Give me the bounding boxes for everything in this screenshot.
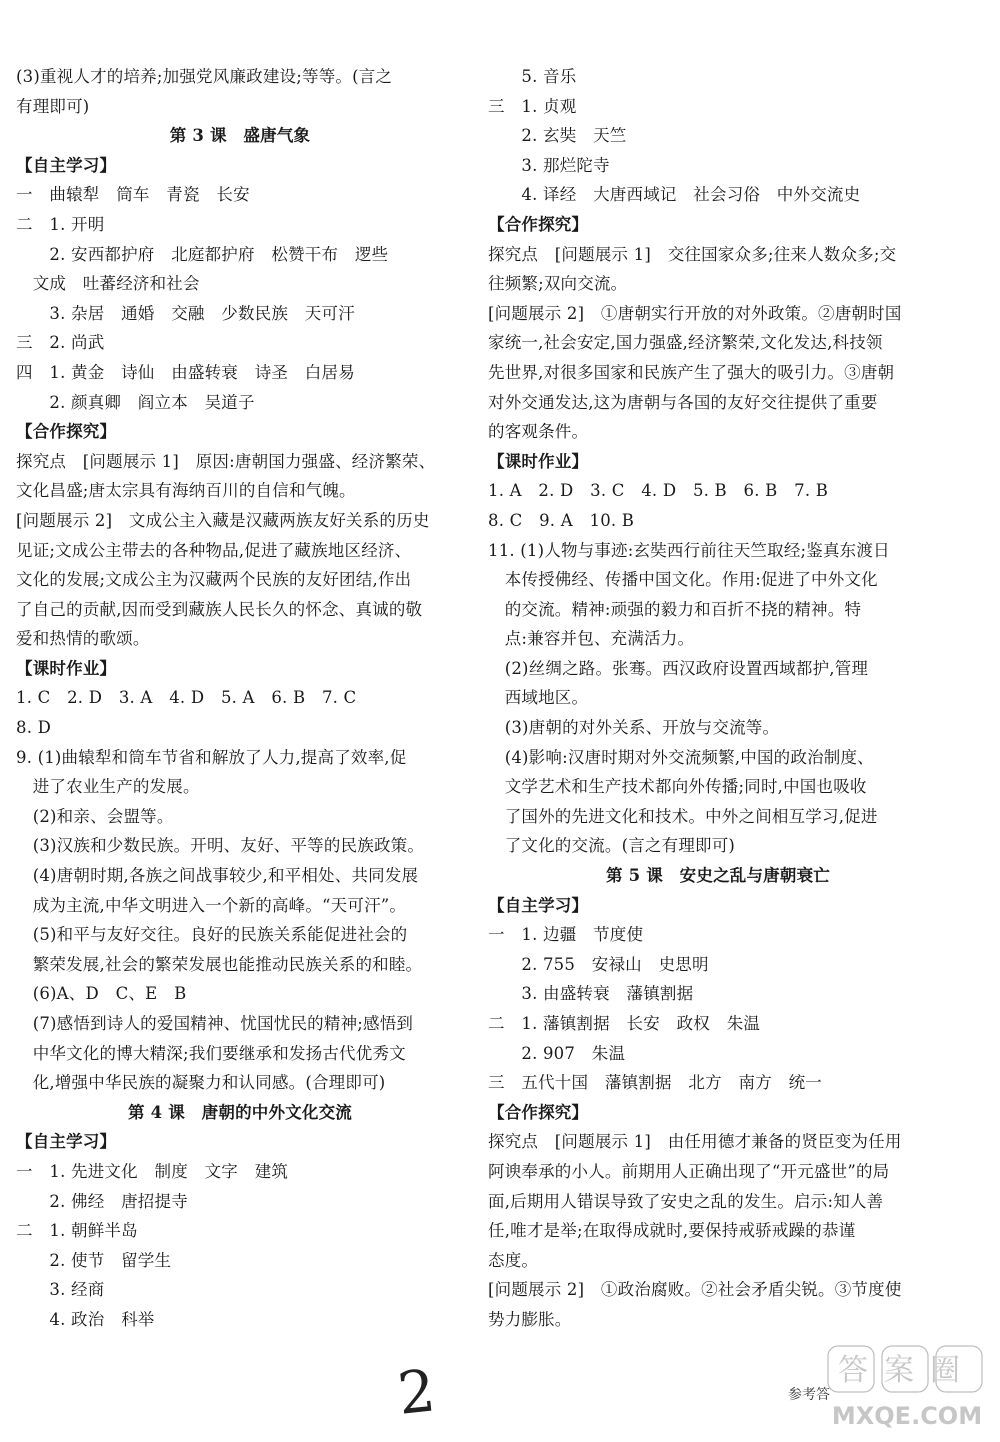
text-line: 对外交通发达,这为唐朝与各国的友好交往提供了重要 [488,392,878,412]
text-line: 4. 译经 大唐西域记 社会习俗 中外交流史 [488,185,861,205]
watermark-logo [822,1340,992,1436]
text-line: 8. D [16,718,52,738]
text-line: 中华文化的博大精深;我们要继承和发扬古代优秀文 [16,1043,406,1063]
text-line: 二 1. 开明 [16,214,105,234]
section-label: 【合作探究】 [488,1102,589,1122]
section-label: 【自主学习】 [488,895,589,915]
watermark-characters: 答案圈 [838,1353,976,1388]
text-line: (2)和亲、会盟等。 [16,806,174,826]
text-line: 文化的发展;文成公主为汉藏两个民族的友好团结,作出 [16,570,412,590]
text-line: 进了农业生产的发展。 [16,777,200,797]
lesson-heading: 第 3 课 盛唐气象 [169,126,311,146]
watermark-text: MXQE.COM [831,1402,983,1430]
text-line: [问题展示 2] 文成公主入藏是汉藏两族友好关系的历史 [16,510,430,530]
left-column [16,62,464,1335]
text-line: 探究点 [问题展示 1] 交往国家众多;往来人数众多;交 [488,244,897,264]
text-line: 11. (1)人物与事迹:玄奘西行前往天竺取经;鉴真东渡日 [488,540,890,560]
text-line: 势力膨胀。 [488,1309,572,1329]
text-line: 有理即可) [16,96,90,116]
text-line: 2. 玄奘 天竺 [488,126,627,146]
section-label: 【合作探究】 [16,422,117,442]
text-line: 3. 经商 [16,1280,105,1300]
section-label: 【课时作业】 [488,451,589,471]
text-line: 的交流。精神:顽强的毅力和百折不挠的精神。特 [488,599,862,619]
text-line: 了文化的交流。(言之有理即可) [488,836,736,856]
text-line: (5)和平与友好交往。良好的民族关系能促进社会的 [16,925,408,945]
text-line: 西域地区。 [488,688,589,708]
text-line: 8. C 9. A 10. B [488,510,635,530]
text-line: 一 1. 边疆 节度使 [488,925,644,945]
text-line: (3)汉族和少数民族。开明、友好、平等的民族政策。 [16,836,425,856]
text-line: 二 1. 朝鲜半岛 [16,1221,138,1241]
text-line: 家统一,社会安定,国力强盛,经济繁荣,文化发达,科技领 [488,333,883,353]
text-line: (2)丝绸之路。张骞。西汉政府设置西域都护,管理 [488,658,869,678]
text-line: 本传授佛经、传播中国文化。作用:促进了中外文化 [488,570,878,590]
text-line: 3. 那烂陀寺 [488,155,610,175]
text-line: (7)感悟到诗人的爱国精神、忧国忧民的精神;感悟到 [16,1014,414,1033]
lesson-heading: 第 4 课 唐朝的中外文化交流 [128,1102,352,1122]
text-line: [问题展示 2] ①唐朝实行开放的对外政策。②唐朝时国 [488,303,902,323]
text-line: 3. 由盛转衰 藩镇割据 [488,984,694,1004]
section-label: 【课时作业】 [16,658,117,678]
text-line: 一 曲辕犁 筒车 青瓷 长安 [16,185,250,205]
text-line: 三 五代十国 藩镇割据 北方 南方 统一 [488,1073,822,1093]
text-line: 任,唯才是举;在取得成就时,要保持戒骄戒躁的恭谨 [488,1221,856,1241]
handwritten-page-mark: 2 [394,1356,439,1428]
text-line: 2. 安西都护府 北庭都护府 松赞干布 逻些 [16,244,389,264]
text-line: 9. (1)曲辕犁和筒车节省和解放了人力,提高了效率,促 [16,747,407,767]
text-line: 2. 使节 留学生 [16,1250,172,1270]
section-label: 【自主学习】 [16,1132,117,1152]
text-line: (3)唐朝的对外关系、开放与交流等。 [488,718,780,738]
text-line: 2. 佛经 唐招提寺 [16,1191,188,1211]
text-line: (6)A、D C、E B [16,984,187,1004]
text-line: 见证;文成公主带去的各种物品,促进了藏族地区经济、 [16,540,412,560]
text-line: 的客观条件。 [488,422,589,442]
text-line: (4)唐朝时期,各族之间战事较少,和平相处、共同发展 [16,866,419,886]
text-line: 繁荣发展,社会的繁荣发展也能推动民族关系的和睦。 [16,954,423,974]
lesson-heading: 第 5 课 安史之乱与唐朝衰亡 [606,866,830,886]
text-line: 爱和热情的歌颂。 [16,629,150,649]
text-line: 成为主流,中华文明进入一个新的高峰。“天可汗”。 [16,895,407,915]
text-line: 化,增强中华民族的凝聚力和认同感。(合理即可) [16,1073,386,1093]
text-line: 2. 755 安禄山 史思明 [488,954,709,974]
text-line: 了自己的贡献,因而受到藏族人民长久的怀念、真诚的敬 [16,599,423,619]
text-line: 三 1. 贞观 [488,96,577,116]
text-line: 了国外的先进文化和技术。中外之间相互学习,促进 [488,806,878,826]
text-line: 探究点 [问题展示 1] 原因:唐朝国力强盛、经济繁荣、 [16,451,436,471]
text-line: (3)重视人才的培养;加强党风廉政建设;等等。(言之 [16,67,393,86]
text-line: 文化昌盛;唐太宗具有海纳百川的自信和气魄。 [16,481,356,501]
text-line: 4. 政治 科举 [16,1309,155,1329]
text-line: 3. 杂居 通婚 交融 少数民族 天可汗 [16,303,355,323]
text-line: 四 1. 黄金 诗仙 由盛转衰 诗圣 白居易 [16,362,355,382]
text-line: 5. 音乐 [488,67,577,86]
right-column [488,62,948,1335]
text-line: 2. 907 朱温 [488,1043,626,1063]
page-reference: 参考答 [788,1387,830,1403]
text-line: 一 1. 先进文化 制度 文字 建筑 [16,1161,289,1181]
text-line: 面,后期用人错误导致了安史之乱的发生。启示:知人善 [488,1191,884,1211]
text-line: 阿谀奉承的小人。前期用人正确出现了“开元盛世”的局 [488,1161,890,1181]
text-line: 1. C 2. D 3. A 4. D 5. A 6. B 7. C [16,688,357,708]
text-line: 先世界,对很多国家和民族产生了强大的吸引力。③唐朝 [488,362,895,382]
text-line: 文学艺术和生产技术都向外传播;同时,中国也吸收 [488,777,867,797]
text-line: 二 1. 藩镇割据 长安 政权 朱温 [488,1014,761,1033]
text-line: 三 2. 尚武 [16,333,105,353]
section-label: 【自主学习】 [16,155,117,175]
section-label: 【合作探究】 [488,214,589,234]
text-line: (4)影响:汉唐时期对外交流频繁,中国的政治制度、 [488,747,874,767]
text-line: 2. 颜真卿 阎立本 吴道子 [16,392,255,412]
text-line: 文成 吐蕃经济和社会 [16,274,200,294]
text-line: 往频繁;双向交流。 [488,274,628,294]
text-line: [问题展示 2] ①政治腐败。②社会矛盾尖锐。③节度使 [488,1280,902,1300]
text-line: 探究点 [问题展示 1] 由任用德才兼备的贤臣变为任用 [488,1132,902,1152]
text-line: 点:兼容并包、充满活力。 [488,629,695,649]
text-line: 1. A 2. D 3. C 4. D 5. B 6. B 7. B [488,481,829,501]
text-line: 态度。 [488,1250,539,1270]
